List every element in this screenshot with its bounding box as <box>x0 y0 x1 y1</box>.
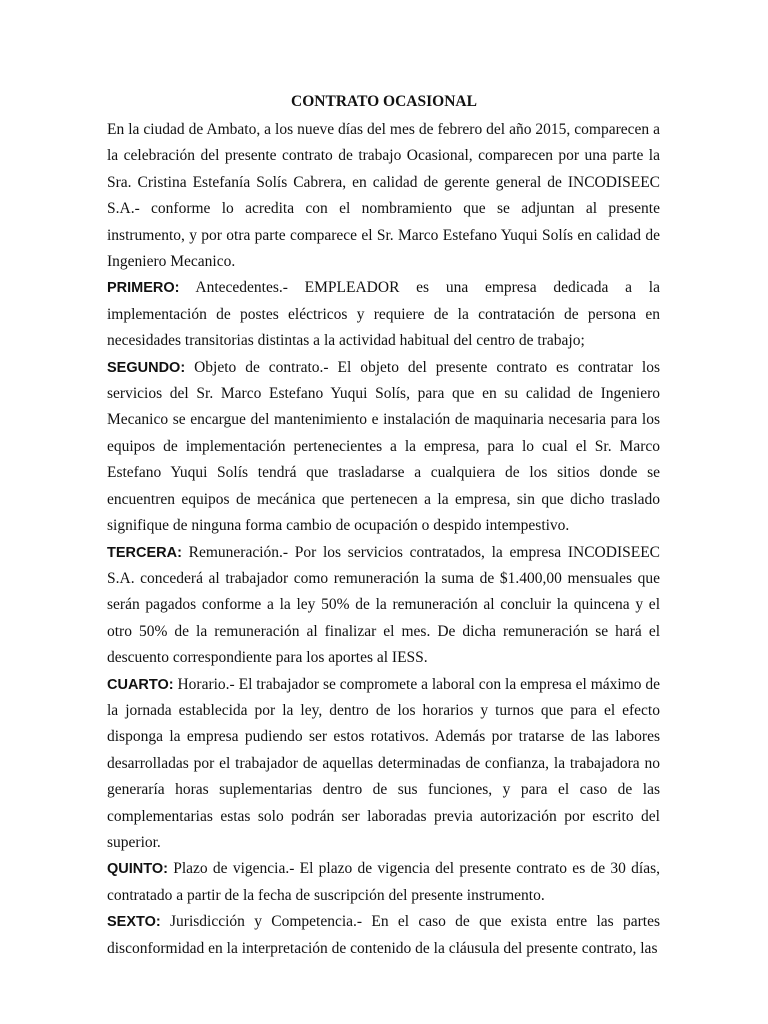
clause-heading: CUARTO: <box>107 676 174 693</box>
clause-sexto <box>107 909 660 962</box>
intro-paragraph: En la ciudad de Ambato, a los nueve días del mes de febrero del año 2015, comparecen a la celebración del presente contrato de trabajo Ocasional, comparecen por una parte la Sra. Cristina Estefanía Solís Cabrera, en calidad de gerente general de INCODISEEC S.A.- conforme lo acredita con el nombramiento que se adjuntan al presente instrumento, y por otra parte comparece el Sr. Marco Estefano Yuqui Solís en calidad de Ingeniero Mecanico. <box>107 121 660 271</box>
clause-tercera <box>107 540 660 672</box>
clause-text: Jurisdicción y Competencia.- En el caso de que exista entre las partes disconformidad en la interpretación de contenido de la cláusula del presente contrato, las <box>107 913 660 957</box>
clause-text: Antecedentes.- EMPLEADOR es una empresa dedicada a la implementación de postes eléctricos y requiere de la contratación de persona en necesidades transitorias distintas a la actividad habitual del centro de trabajo; <box>107 279 660 350</box>
clause-text: Horario.- El trabajador se compromete a laboral con la empresa el máximo de la jornada establecida por la ley, dentro de los horarios y turnos que para el efecto disponga la empresa pudiendo ser estos rotativos. Además por tratarse de las labores desarrolladas por el trabajador de aquellas determinadas de confianza, la trabajadora no generaría horas suplementarias dentro de sus funciones, y para el caso de las complementarias estas solo podrán ser laboradas previa autorización por escrito del superior. <box>107 675 660 851</box>
clause-cuarto <box>107 672 660 857</box>
clause-primero <box>107 275 660 354</box>
clause-segundo <box>107 355 660 540</box>
document-title: CONTRATO OCASIONAL <box>291 93 477 110</box>
clause-text: Plazo de vigencia.- El plazo de vigencia del presente contrato es de 30 días, contratado a partir de la fecha de suscripción del presente instrumento. <box>107 860 660 904</box>
clause-text: Remuneración.- Por los servicios contratados, la empresa INCODISEEC S.A. concederá al trabajador como remuneración la suma de $1.400,00 mensuales que serán pagados conforme a la ley 50% de la remuneración al concluir la quincena y el otro 50% de la remuneración al finalizar el mes. De dicha remuneración se hará el descuento correspondiente para los aportes al IESS. <box>107 543 660 667</box>
clause-text: Objeto de contrato.- El objeto del presente contrato es contratar los servicios del Sr. Marco Estefano Yuqui Solís, para que en su calidad de Ingeniero Mecanico se encargue del mantenimiento e instalación de maquinaria necesaria para los equipos de implementación pertenecientes a la empresa, para lo cual el Sr. Marco Estefano Yuqui Solís tendrá que trasladarse a cualquiera de los sitios donde se encuentren equipos de mecánica que pertenecen a la empresa, sin que dicho traslado signifique de ninguna forma cambio de ocupación o despido intempestivo. <box>107 358 660 535</box>
clause-heading: SEXTO: <box>107 914 161 931</box>
document-body <box>107 117 660 962</box>
clause-heading: SEGUNDO: <box>107 359 186 376</box>
clause-quinto <box>107 856 660 909</box>
clause-heading: PRIMERO: <box>107 280 180 297</box>
clause-heading: QUINTO: <box>107 861 168 878</box>
clause-heading: TERCERA: <box>107 544 182 561</box>
